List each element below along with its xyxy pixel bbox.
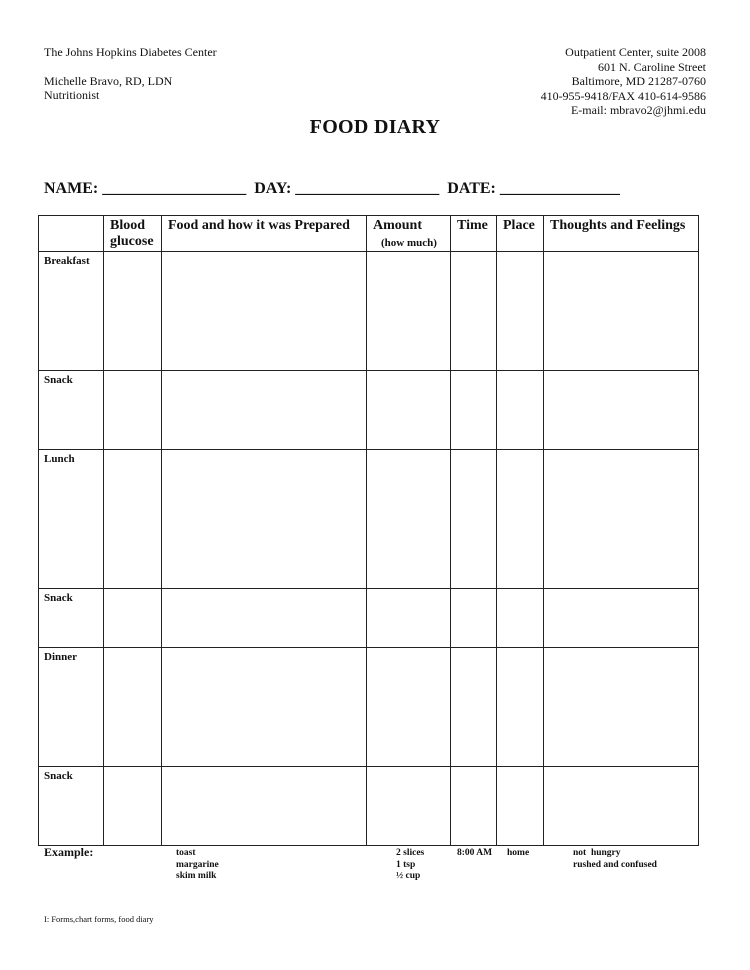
nutritionist-role: Nutritionist: [44, 88, 100, 102]
cell[interactable]: [544, 450, 699, 589]
cell[interactable]: [544, 767, 699, 846]
example-food: [176, 848, 219, 883]
thoughts-header: Thoughts and Feelings: [544, 216, 699, 252]
footer-note: I: Forms,chart forms, food diary: [44, 914, 154, 924]
example-amount-item: 1 tsp: [396, 859, 416, 870]
cell[interactable]: [367, 589, 451, 648]
amount-header: [367, 216, 451, 252]
cell[interactable]: [544, 589, 699, 648]
table-row: [39, 450, 699, 589]
meal-label: Snack: [39, 371, 104, 450]
cell[interactable]: [104, 589, 162, 648]
cell[interactable]: [104, 371, 162, 450]
page-title: FOOD DIARY: [309, 116, 441, 138]
table-header-row: [39, 216, 699, 252]
cell[interactable]: [451, 589, 497, 648]
email: E-mail: mbravo2@jhmi.edu: [570, 103, 706, 117]
cell[interactable]: [451, 450, 497, 589]
day-field[interactable]: DAY: __________________: [254, 180, 440, 197]
cell[interactable]: [497, 648, 544, 767]
table-row: [39, 767, 699, 846]
cell[interactable]: [162, 371, 367, 450]
meal-header: [39, 216, 104, 252]
time-header: Time: [451, 216, 497, 252]
info-fields: [44, 180, 620, 198]
cell[interactable]: [104, 648, 162, 767]
table-row: [39, 252, 699, 371]
example-food-item: skim milk: [176, 871, 217, 881]
example-thoughts: [573, 848, 657, 871]
cell[interactable]: [451, 371, 497, 450]
cell[interactable]: [544, 648, 699, 767]
cell[interactable]: [162, 252, 367, 371]
cell[interactable]: [162, 589, 367, 648]
blood-glucose-header: Blood glucose: [104, 216, 162, 252]
example-food-item: toast: [176, 848, 196, 858]
example-label: Example:: [44, 845, 94, 859]
date-field[interactable]: DATE: _______________: [447, 180, 620, 197]
example-place: home: [507, 848, 530, 858]
cell[interactable]: [104, 252, 162, 371]
meal-label: Lunch: [39, 450, 104, 589]
meal-label: Snack: [39, 589, 104, 648]
cell[interactable]: [367, 450, 451, 589]
header-left: [44, 45, 217, 103]
name-field[interactable]: NAME: __________________: [44, 180, 247, 197]
meal-label: Dinner: [39, 648, 104, 767]
example-amount: [396, 848, 424, 883]
example-food-item: margarine: [176, 859, 219, 870]
table-row: [39, 371, 699, 450]
cell[interactable]: [162, 450, 367, 589]
cell[interactable]: [367, 252, 451, 371]
amount-label: Amount: [373, 218, 423, 233]
cell[interactable]: [544, 252, 699, 371]
header-right: [541, 45, 706, 118]
org-name: The Johns Hopkins Diabetes Center: [44, 45, 217, 59]
example-amount-item: ½ cup: [396, 871, 421, 881]
cell[interactable]: [544, 371, 699, 450]
address-line-1: Outpatient Center, suite 2008: [565, 45, 706, 59]
cell[interactable]: [367, 648, 451, 767]
meal-label: Breakfast: [39, 252, 104, 371]
cell[interactable]: [367, 371, 451, 450]
example-amount-item: 2 slices: [396, 848, 425, 858]
cell[interactable]: [497, 252, 544, 371]
address-line-3: Baltimore, MD 21287-0760: [571, 74, 706, 88]
cell[interactable]: [497, 450, 544, 589]
cell[interactable]: [162, 767, 367, 846]
table-row: [39, 648, 699, 767]
cell[interactable]: [451, 767, 497, 846]
cell[interactable]: [104, 450, 162, 589]
example-thought-item: rushed and confused: [573, 859, 657, 870]
cell[interactable]: [497, 371, 544, 450]
food-diary-table: [38, 215, 699, 846]
nutritionist-name: Michelle Bravo, RD, LDN: [44, 73, 173, 88]
example-time: 8:00 AM: [457, 848, 493, 858]
table-row: [39, 589, 699, 648]
place-header: Place: [497, 216, 544, 252]
cell[interactable]: [497, 767, 544, 846]
cell[interactable]: [497, 589, 544, 648]
example-thought-item: not hungry: [573, 848, 621, 858]
food-header: Food and how it was Prepared: [162, 216, 367, 252]
cell[interactable]: [367, 767, 451, 846]
cell[interactable]: [162, 648, 367, 767]
meal-label: Snack: [39, 767, 104, 846]
address-line-2: 601 N. Caroline Street: [598, 59, 706, 74]
phone-fax: 410-955-9418/FAX 410-614-9586: [540, 88, 706, 103]
cell[interactable]: [104, 767, 162, 846]
amount-sub-label: (how much): [381, 237, 437, 249]
cell[interactable]: [451, 648, 497, 767]
cell[interactable]: [451, 252, 497, 371]
